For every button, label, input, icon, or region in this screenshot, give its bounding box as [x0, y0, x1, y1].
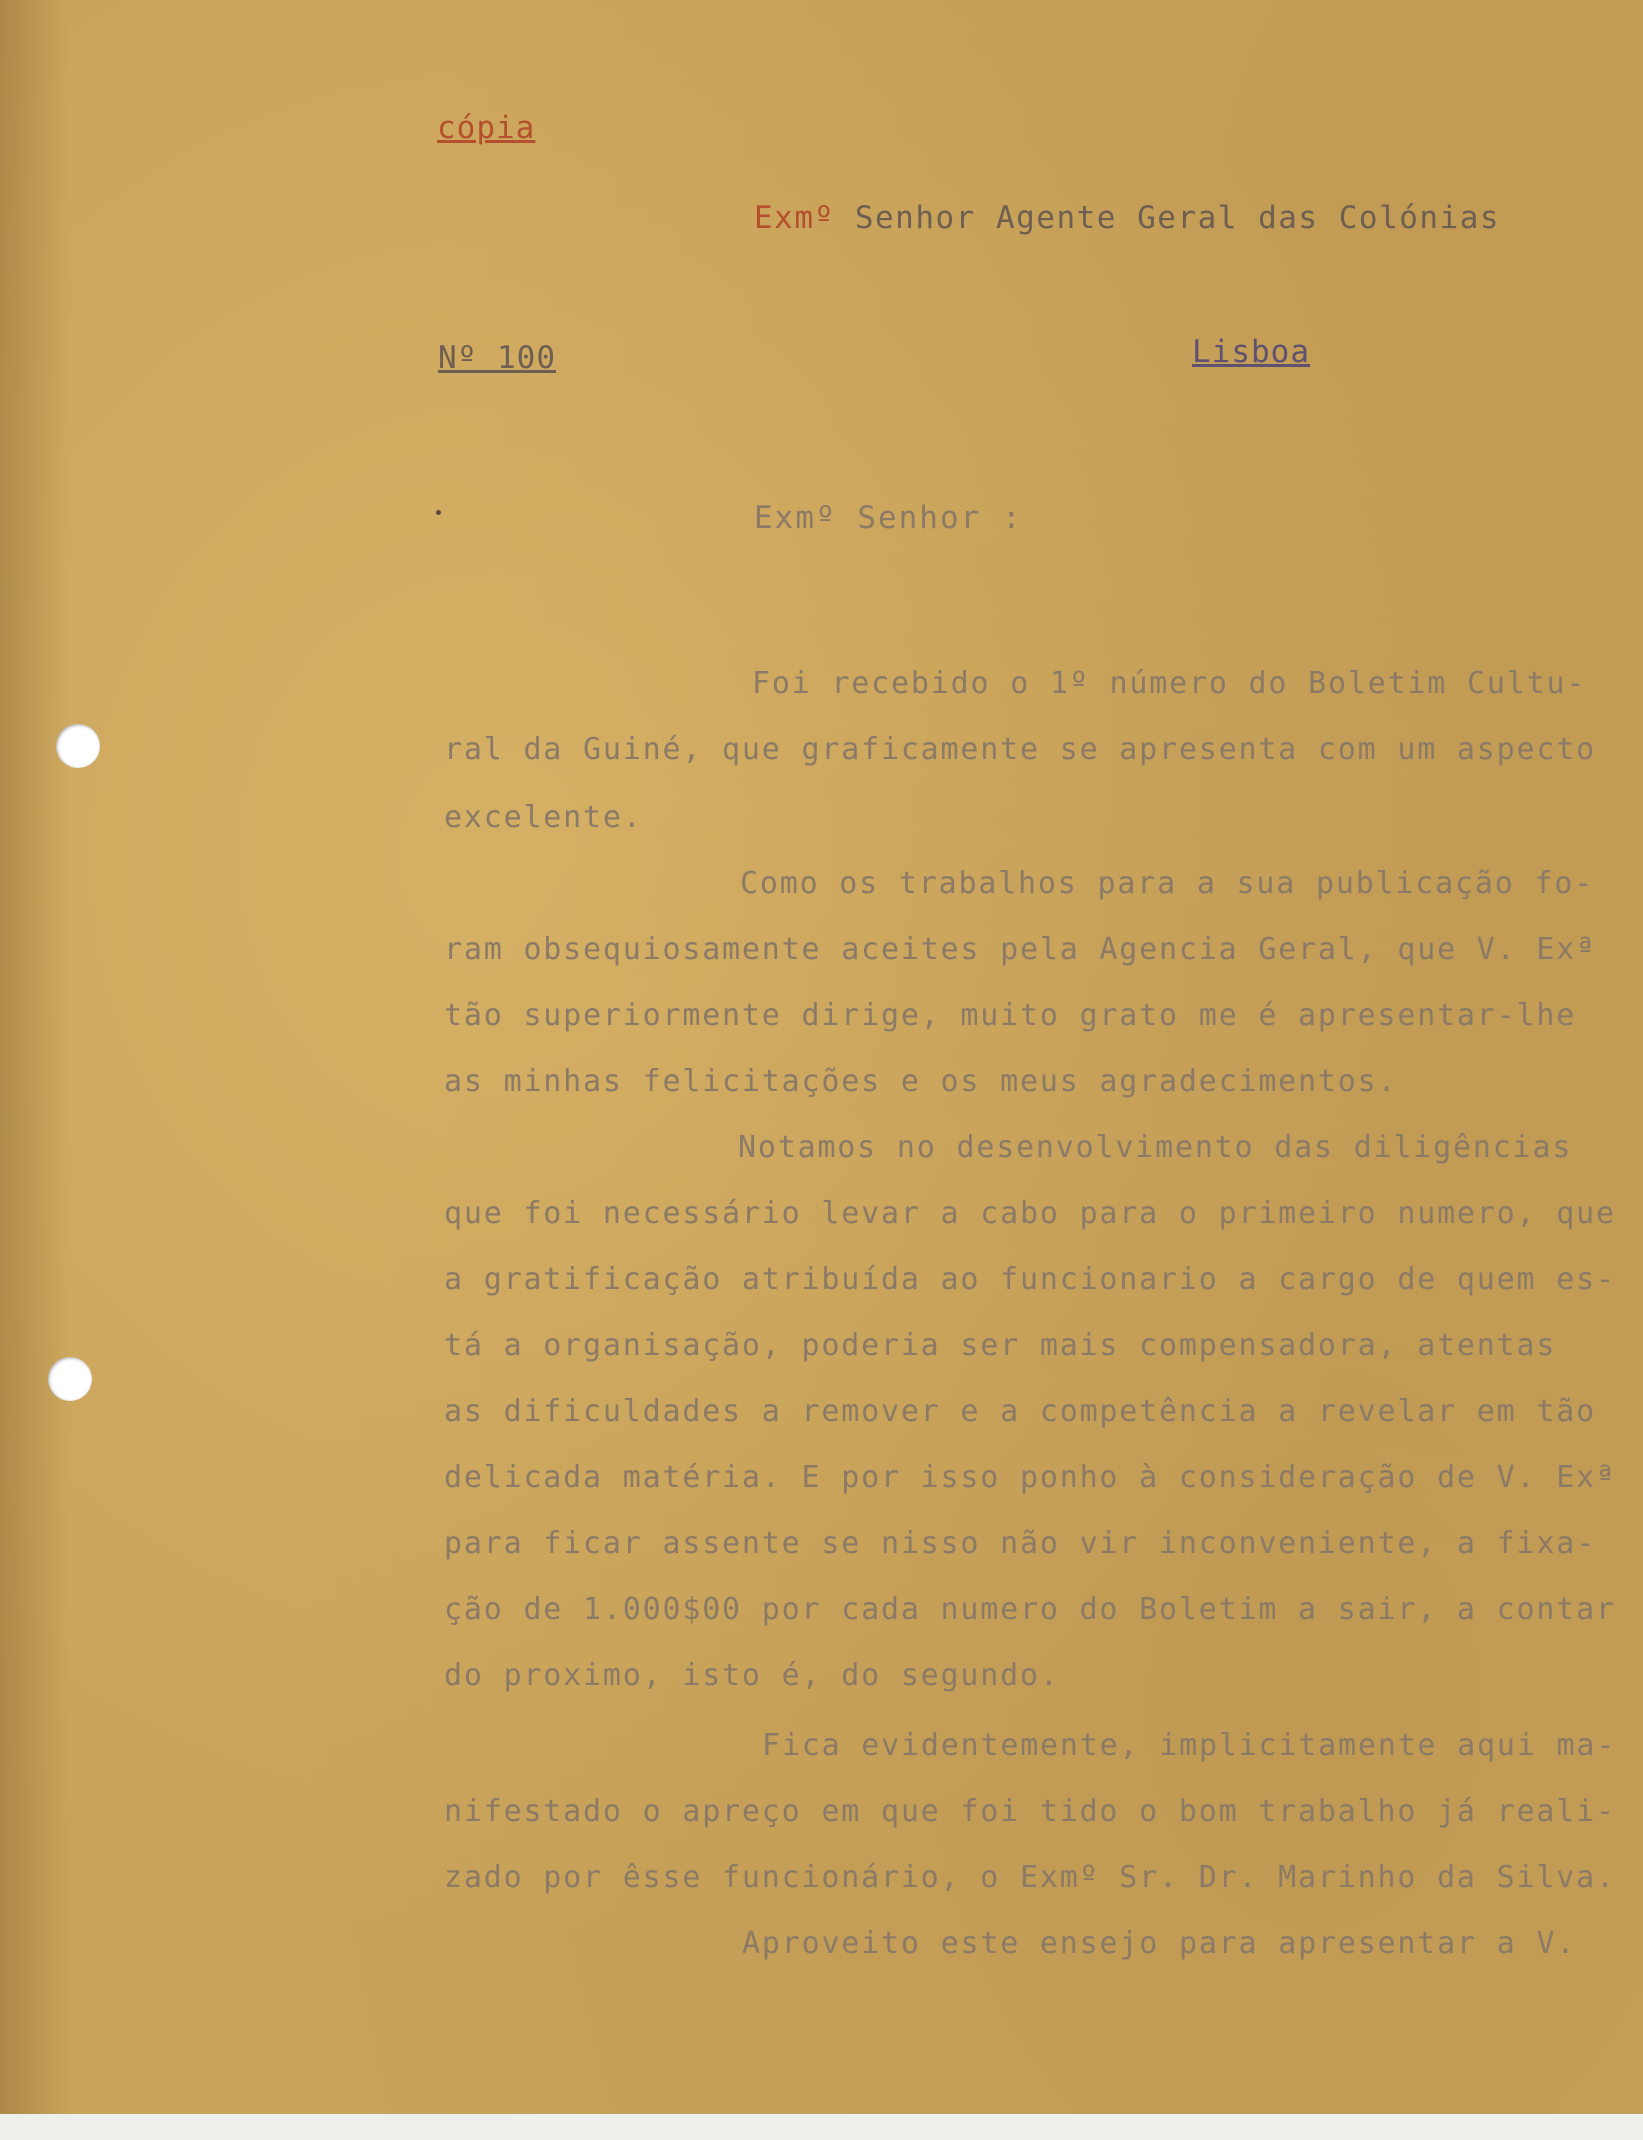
body-line: tá a organisação, poderia ser mais compensadora, atentas [444, 1328, 1557, 1363]
body-line: delicada matéria. E por isso ponho à consideração de V. Exª [444, 1460, 1616, 1495]
body-line: ção de 1.000$00 por cada numero do Boletim a sair, a contar [444, 1592, 1616, 1627]
punch-hole-bottom [48, 1357, 92, 1401]
addressee-line [754, 200, 1500, 236]
body-line: do proximo, isto é, do segundo. [444, 1658, 1060, 1693]
body-line: nifestado o apreço em que foi tido o bom trabalho já reali- [444, 1794, 1616, 1829]
body-line: Foi recebido o 1º número do Boletim Cultu- [752, 666, 1587, 701]
city-name: Lisboa [1192, 334, 1310, 370]
body-line: Notamos no desenvolvimento das diligências [738, 1130, 1573, 1165]
body-line: tão superiormente dirige, muito grato me é apresentar-lhe [444, 998, 1577, 1033]
body-line: excelente. [444, 800, 643, 835]
body-line: Fica evidentemente, implicitamente aqui ma- [762, 1728, 1617, 1763]
body-line: zado por êsse funcionário, o Exmº Sr. Dr. Marinho da Silva. [444, 1860, 1616, 1895]
body-line: que foi necessário levar a cabo para o primeiro numero, que [444, 1196, 1616, 1231]
body-line: a gratificação atribuída ao funcionario a cargo de quem es- [444, 1262, 1616, 1297]
addressee-name: Senhor Agente Geral das Colónias [854, 200, 1501, 236]
punch-hole-top [56, 724, 100, 768]
salutation: Exmº Senhor : [754, 500, 1023, 536]
reference-number: Nº 100 [438, 340, 556, 376]
body-line: ral da Guiné, que graficamente se apresenta com um aspecto [444, 732, 1596, 767]
copy-stamp: cópia [437, 110, 536, 146]
addressee-honorific: Exmº [754, 200, 835, 236]
body-line: as minhas felicitações e os meus agradecimentos. [444, 1064, 1398, 1099]
body-line: as dificuldades a remover e a competência a revelar em tão [444, 1394, 1596, 1429]
body-line: Aproveito este ensejo para apresentar a V. [742, 1926, 1577, 1961]
body-line: ram obsequiosamente aceites pela Agencia Geral, que V. Exª [444, 932, 1596, 967]
body-line: para ficar assente se nisso não vir inconveniente, a fixa- [444, 1526, 1596, 1561]
body-line: Como os trabalhos para a sua publicação fo- [740, 866, 1595, 901]
ink-dot [436, 510, 441, 515]
